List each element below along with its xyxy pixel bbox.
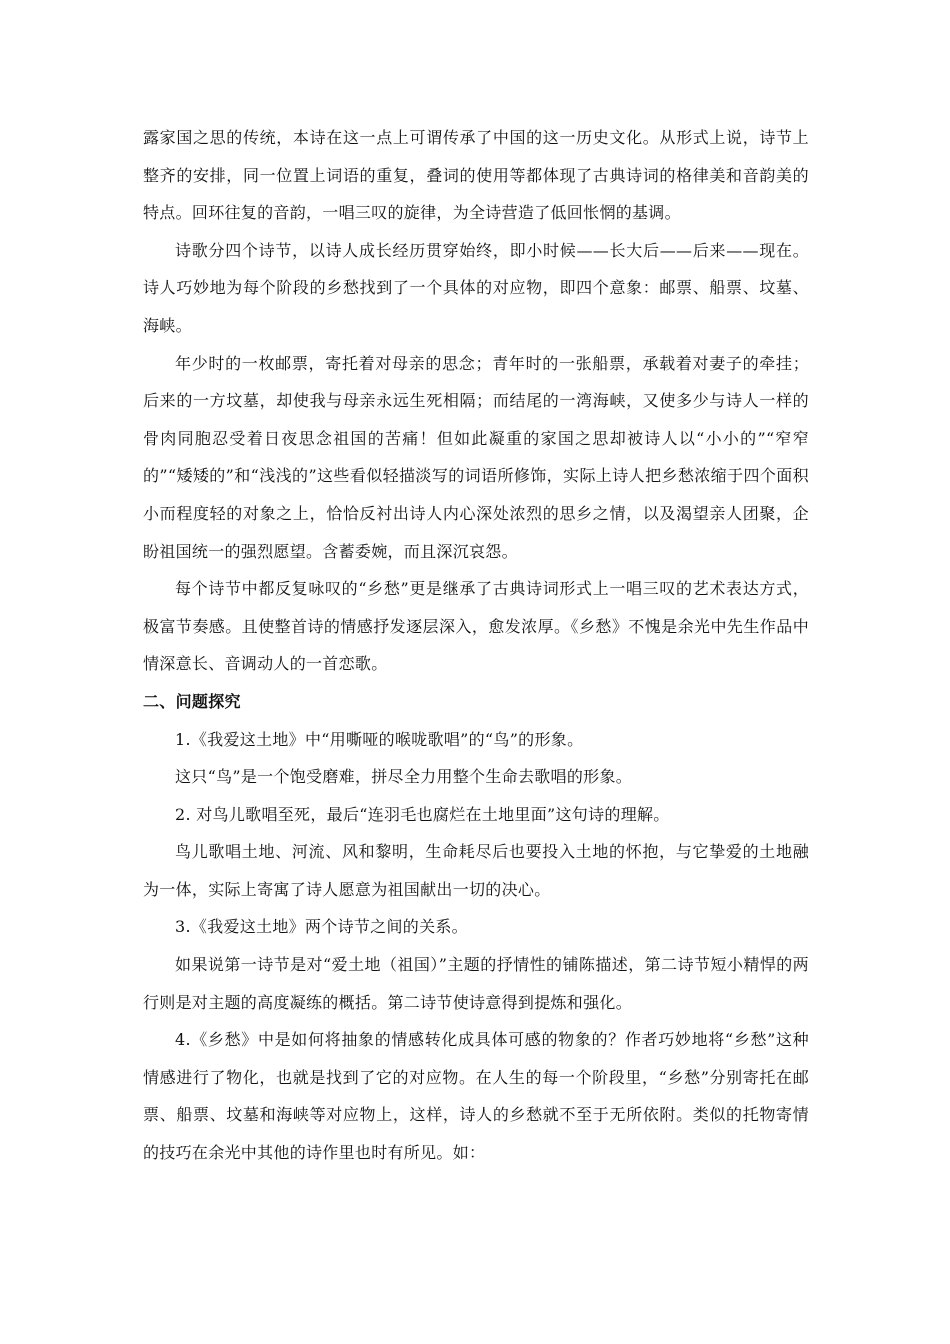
question-4: 4.《乡愁》中是如何将抽象的情感转化成具体可感的物象的？作者巧妙地将“乡愁”这种情感进行了物化，也就是找到了它的对应物。在人生的每一个阶段里，“乡愁”分别寄托在邮票、船票、坟墓和海峡等对应物上，这样，诗人的乡愁就不至于无所依附。类似的托物寄情的技巧在余光中其他的诗作里也时有所见。如： (143, 1030, 809, 1163)
question-2: 2. 对鸟儿歌唱至死，最后“连羽毛也腐烂在土地里面”这句诗的理解。 (175, 804, 670, 824)
document-body (143, 119, 809, 1172)
paragraph-form-analysis: 露家国之思的传统，本诗在这一点上可谓传承了中国的这一历史文化。从形式上说，诗节上整齐的安排，同一位置上词语的重复，叠词的使用等都体现了古典诗词的格律美和音韵美的特点。回环往复的音韵，一唱三叹的旋律，为全诗营造了低回怅惘的基调。 (143, 128, 809, 223)
paragraph-imagery: 年少时的一枚邮票，寄托着对母亲的思念；青年时的一张船票，承载着对妻子的牵挂；后来的一方坟墓，却使我与母亲永远生死相隔；而结尾的一湾海峡，又使多少与诗人一样的骨肉同胞忍受着日夜思念祖国的苦痛！但如此凝重的家国之思却被诗人以“小小的”“窄窄的”“矮矮的”和“浅浅的”这些看似轻描淡写的词语所修饰，实际上诗人把乡愁浓缩于四个面积小而程度轻的对象之上，恰恰反衬出诗人内心深处浓烈的思乡之情，以及渴望亲人团聚，企盼祖国统一的强烈愿望。含蓄委婉，而且深沉哀怨。 (143, 353, 809, 561)
section-heading: 二、问题探究 (143, 691, 241, 711)
answer-3: 如果说第一诗节是对“爱土地（祖国）”主题的抒情性的铺陈描述，第二诗节短小精悍的两行则是对主题的高度凝练的概括。第二诗节使诗意得到提炼和强化。 (143, 955, 809, 1012)
question-3: 3.《我爱这土地》两个诗节之间的关系。 (175, 917, 468, 937)
paragraph-four-stanzas: 诗歌分四个诗节，以诗人成长经历贯穿始终，即小时候——长大后——后来——现在。诗人巧妙地为每个阶段的乡愁找到了一个具体的对应物，即四个意象：邮票、船票、坟墓、海峡。 (143, 240, 809, 335)
paragraph-refrain: 每个诗节中都反复咏叹的“乡愁”更是继承了古典诗词形式上一唱三叹的艺术表达方式，极富节奏感。且使整首诗的情感抒发逐层深入，愈发浓厚。《乡愁》不愧是余光中先生作品中情深意长、音调动人的一首恋歌。 (143, 579, 809, 674)
answer-2: 鸟儿歌唱土地、河流、风和黎明，生命耗尽后也要投入土地的怀抱，与它挚爱的土地融为一体，实际上寄寓了诗人愿意为祖国献出一切的决心。 (143, 842, 809, 899)
question-1: 1.《我爱这土地》中“用嘶哑的喉咙歌唱”的“鸟”的形象。 (175, 729, 584, 749)
answer-1: 这只“鸟”是一个饱受磨难，拼尽全力用整个生命去歌唱的形象。 (175, 767, 633, 787)
